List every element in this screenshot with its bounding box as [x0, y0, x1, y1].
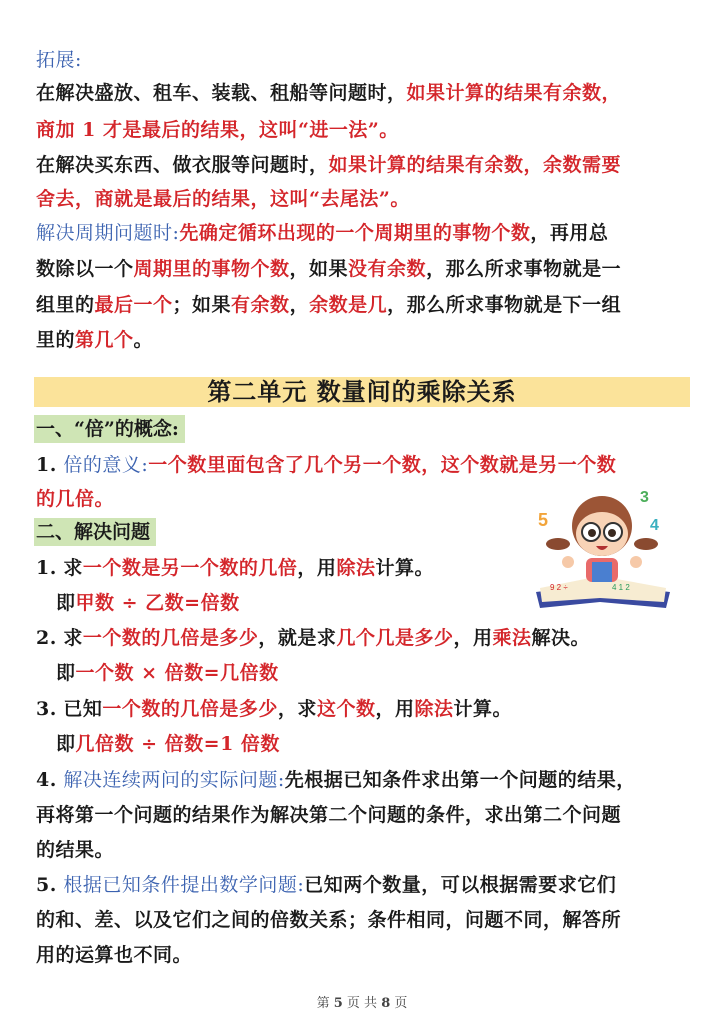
- section2-item4-line3: 的结果。: [36, 839, 115, 861]
- text: ，再用总: [530, 222, 609, 244]
- text: 已知两个数量，可以根据需要求它们: [304, 874, 617, 896]
- item-number: 2.: [36, 627, 57, 649]
- text: ，用: [297, 557, 337, 579]
- text: 里的: [36, 329, 76, 351]
- text: 。: [133, 329, 154, 351]
- section2-item1-line1: [36, 555, 434, 581]
- girl-reading-icon: [528, 484, 678, 612]
- svg-text:9 2 ÷: 9 2 ÷: [550, 583, 568, 592]
- cycle-line1: [36, 220, 608, 246]
- text: 已知: [63, 698, 103, 720]
- extension-p2-line1: [36, 152, 621, 178]
- page-footer: [0, 992, 724, 1011]
- text-highlight: 周期里的事物个数: [133, 258, 290, 280]
- text: ，就是求: [258, 627, 337, 649]
- cycle-line4: [36, 327, 153, 353]
- svg-text:4 1 2: 4 1 2: [612, 583, 630, 592]
- section2-item3-formula: [56, 731, 280, 757]
- formula: 甲数 ÷ 乙数=倍数: [75, 592, 240, 614]
- item-label: 解决连续两问的实际问题:: [63, 769, 285, 791]
- footer-text: 第: [316, 996, 330, 1011]
- cycle-line2: [36, 256, 621, 282]
- text-highlight: 没有余数: [348, 258, 427, 280]
- item-number: 4.: [36, 769, 57, 791]
- text-highlight: 先确定循环出现的一个周期里的事物个数: [179, 222, 531, 244]
- text: 即: [56, 662, 76, 684]
- section2-item5-line3: 用的运算也不同。: [36, 944, 193, 966]
- text: 先根据已知条件求出第一个问题的结果，: [284, 769, 636, 791]
- text-highlight: 一个数是另一个数的几倍: [82, 557, 298, 579]
- text: ，那么所求事物就是一: [426, 258, 622, 280]
- text-highlight: 有余数: [231, 294, 290, 316]
- text: 计算。: [375, 557, 434, 579]
- text-highlight: 第几个: [75, 329, 134, 351]
- footer-text: 页: [394, 996, 408, 1011]
- text-highlight: 一个数里面包含了几个另一个数，这个数就是另一个数: [148, 454, 617, 476]
- text: ，用: [375, 698, 415, 720]
- item-label: 根据已知条件提出数学问题:: [63, 874, 305, 896]
- extension-p1-line1: [36, 80, 621, 106]
- section2-item3-line1: [36, 696, 512, 722]
- item-number: 1.: [36, 454, 57, 476]
- girl-reading-illustration: [528, 484, 678, 612]
- text-highlight: 如果计算的结果有余数，: [406, 82, 622, 104]
- text: ，: [289, 294, 310, 316]
- text-highlight: 最后一个: [94, 294, 173, 316]
- text: 解决。: [531, 627, 590, 649]
- svg-text:4: 4: [650, 517, 659, 534]
- text-highlight: 如果计算的结果有余数，余数需要: [328, 154, 622, 176]
- text: ，那么所求事物就是下一组: [387, 294, 622, 316]
- page-total: 8: [381, 996, 391, 1011]
- text-highlight: 一个数的几倍是多少: [102, 698, 278, 720]
- text-highlight: 几个几是多少: [336, 627, 454, 649]
- text: ，求: [277, 698, 317, 720]
- footer-text: 页 共: [346, 996, 378, 1011]
- text: 求: [63, 557, 83, 579]
- text-highlight: 乘法: [492, 627, 532, 649]
- section2-item5-line1: [36, 872, 616, 898]
- section2-item2-line1: [36, 625, 590, 651]
- text: 计算。: [453, 698, 512, 720]
- section2-item5-line2: 的和、差、以及它们之间的倍数关系；条件相同，问题不同，解答所: [36, 909, 622, 931]
- text: 数除以一个: [36, 258, 134, 280]
- svg-text:5: 5: [538, 510, 549, 530]
- unit-title-banner: 第二单元 数量间的乘除关系: [34, 377, 690, 407]
- text: 在解决盛放、租车、装载、租船等问题时，: [36, 82, 407, 104]
- text-highlight: 除法: [414, 698, 454, 720]
- text: 即: [56, 733, 76, 755]
- text-highlight: 这个数: [316, 698, 376, 720]
- cycle-line3: [36, 292, 621, 318]
- item-number: 1.: [36, 557, 57, 579]
- extension-heading: 拓展:: [36, 49, 82, 71]
- formula: 几倍数 ÷ 倍数=1 倍数: [75, 733, 280, 755]
- text-highlight: 除法: [336, 557, 376, 579]
- text: 求: [63, 627, 83, 649]
- section2-item1-formula: [56, 590, 240, 616]
- section1-item1-line1: [36, 452, 616, 478]
- text: 即: [56, 592, 76, 614]
- text: 组里的: [36, 294, 95, 316]
- cycle-label: 解决周期问题时:: [36, 222, 180, 244]
- section2-heading: 二、解决问题: [34, 518, 156, 546]
- section1-heading: 一、“倍”的概念:: [34, 415, 185, 443]
- item-number: 5.: [36, 874, 57, 896]
- extension-p2-line2: 舍去，商就是最后的结果，这叫“去尾法”。: [36, 188, 410, 210]
- page-number: 5: [333, 996, 343, 1011]
- extension-p1-line2: 商加 1 才是最后的结果，这叫“进一法”。: [36, 119, 399, 141]
- text-highlight: 一个数的几倍是多少: [82, 627, 259, 649]
- section2-item4-line1: [36, 767, 636, 793]
- section1-item1-line2: 的几倍。: [36, 488, 115, 510]
- item-label: 倍的意义:: [63, 454, 149, 476]
- text: ；如果: [172, 294, 232, 316]
- text-highlight: 余数是几: [309, 294, 388, 316]
- text: 在解决买东西、做衣服等问题时，: [36, 154, 329, 176]
- section2-item2-formula: [56, 660, 279, 686]
- svg-text:3: 3: [640, 489, 649, 506]
- item-number: 3.: [36, 698, 57, 720]
- text: ，用: [453, 627, 493, 649]
- formula: 一个数 × 倍数=几倍数: [75, 662, 279, 684]
- text: ，如果: [289, 258, 349, 280]
- section2-item4-line2: 再将第一个问题的结果作为解决第二个问题的条件，求出第二个问题: [36, 804, 622, 826]
